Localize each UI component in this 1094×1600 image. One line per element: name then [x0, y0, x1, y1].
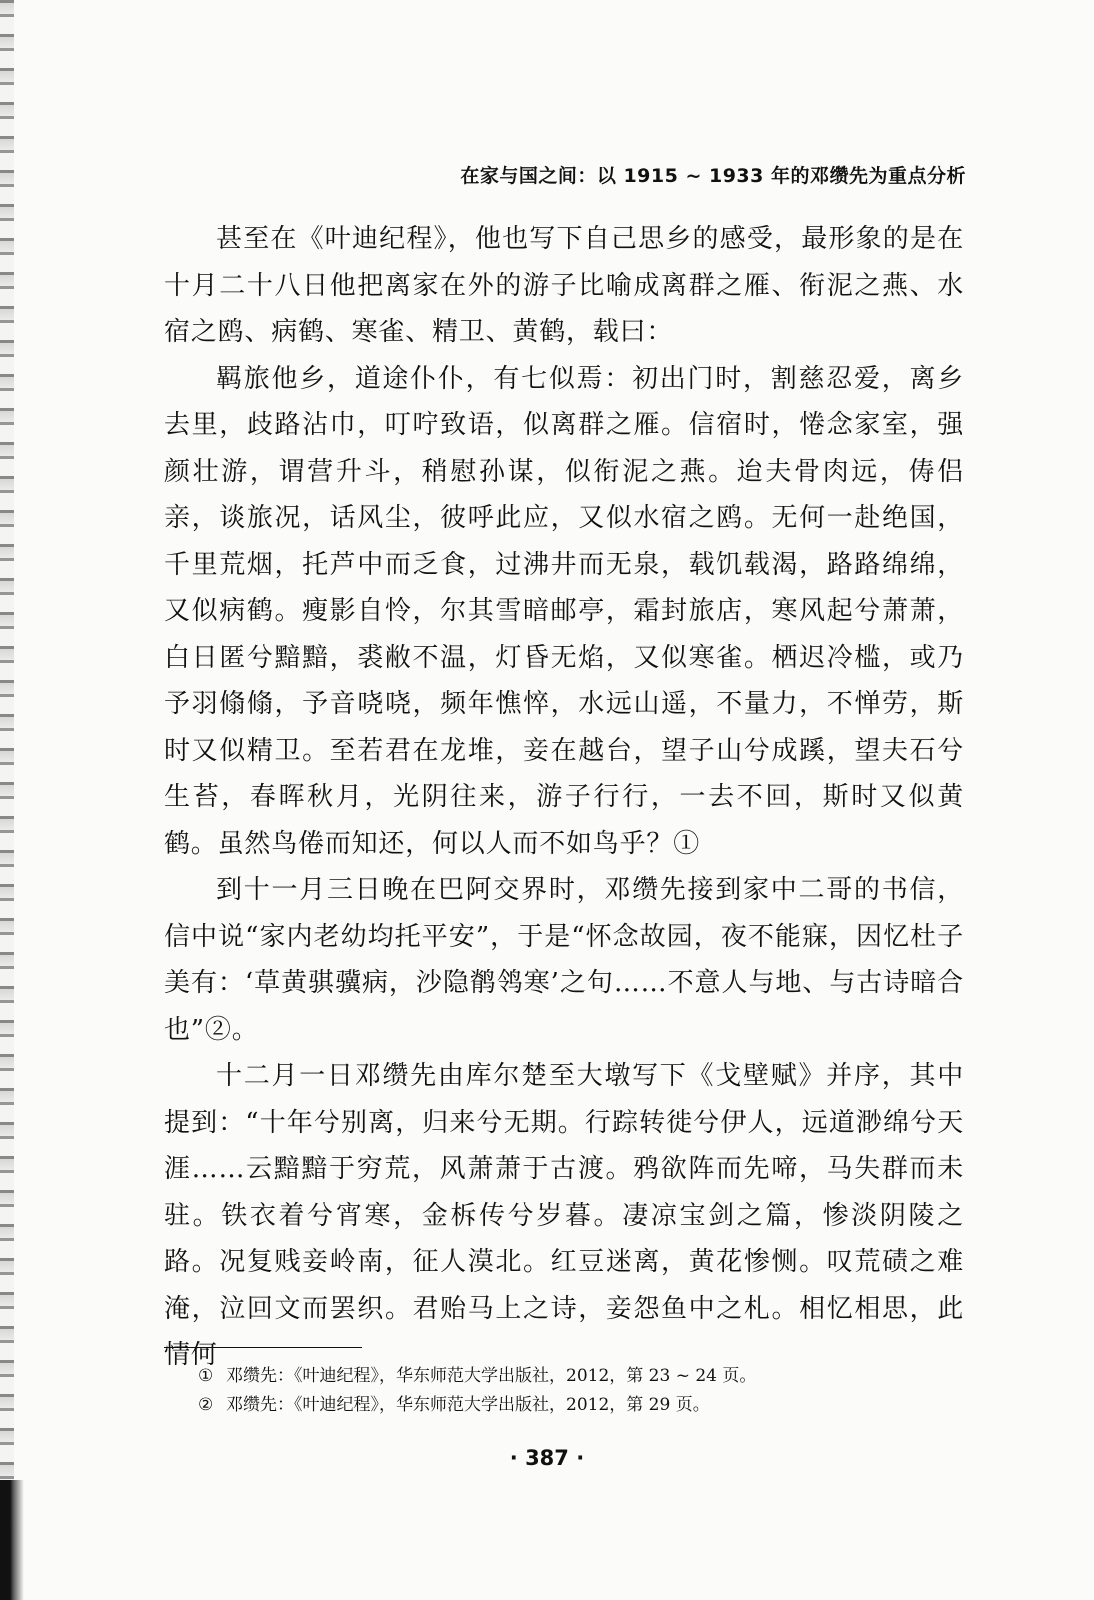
footnote-marker: ②	[198, 1395, 214, 1415]
footnote	[198, 1391, 958, 1420]
footnote-text: 邓缵先：《叶迪纪程》，华东师范大学出版社，2012，第 23 ~ 24 页。	[226, 1366, 757, 1386]
footnote	[198, 1362, 958, 1391]
footnote-marker: ①	[198, 1366, 214, 1386]
footnotes	[198, 1362, 958, 1420]
paragraph: 到十一月三日晚在巴阿交界时，邓缵先接到家中二哥的书信，信中说“家内老幼均托平安”，于是“怀念故园，夜不能寐，因忆杜子美有：‘草黄骐骥病，沙隐鹡鸰寒’之句……不意人与地、与古诗暗合也”②。	[164, 875, 964, 1045]
running-head: 在家与国之间：以 1915 ~ 1933 年的邓缵先为重点分析	[460, 165, 966, 187]
paragraph: 甚至在《叶迪纪程》，他也写下自己思乡的感受，最形象的是在十月二十八日他把离家在外的游子比喻成离群之雁、衔泥之燕、水宿之鸥、病鹤、寒雀、精卫、黄鹤，载曰：	[164, 224, 964, 347]
page-number: · 387 ·	[509, 1446, 585, 1470]
footnote-text: 邓缵先：《叶迪纪程》，华东师范大学出版社，2012，第 29 页。	[226, 1395, 710, 1415]
paragraph-quote: 羁旅他乡，道途仆仆，有七似焉：初出门时，割慈忍爱，离乡去里，歧路沾巾，叮咛致语，似离群之雁。信宿时，惓念家室，强颜壮游，谓营升斗，稍慰孙谋，似衔泥之燕。迨夫骨肉远，俦侣亲，谈旅况，话风尘，彼呼此应，又似水宿之鸥。无何一赴绝国，千里荒烟，托芦中而乏食，过沸井而无泉，载饥载渴，路路绵绵，又似病鹤。瘦影自怜，尔其雪暗邮亭，霜封旅店，寒风起兮萧萧，白日匿兮黯黯，裘敝不温，灯昏无焰，又似寒雀。栖迟冷槛，或乃予羽翛翛，予音哓哓，频年憔悴，水远山遥，不量力，不惮劳，斯时又似精卫。至若君在龙堆，妾在越台，望子山兮成蹊，望夫石兮生苔，春晖秋月，光阴往来，游子行行，一去不回，斯时又似黄鹤。虽然鸟倦而知还，何以人而不如鸟乎？①	[164, 363, 964, 859]
scan-edge	[0, 0, 14, 1600]
scan-edge-shadow	[0, 1480, 24, 1600]
paragraph: 十二月一日邓缵先由库尔楚至大墩写下《戈壁赋》并序，其中提到：“十年兮别离，归来兮无期。行踪转徙兮伊人，远道渺绵兮天涯……云黯黯于穷荒，风萧萧于古渡。鸦欲阵而先啼，马失群而未驻。铁衣着兮宵寒，金柝传兮岁暮。凄凉宝剑之篇，惨淡阴陵之路。况复贱妾岭南，征人漠北。红豆迷离，黄花惨恻。叹荒碛之难淹，泣回文而罢织。君贻马上之诗，妾怨鱼中之札。相忆相思，此情何	[164, 1061, 964, 1370]
body-text	[164, 216, 964, 1379]
footnote-divider	[164, 1347, 362, 1348]
